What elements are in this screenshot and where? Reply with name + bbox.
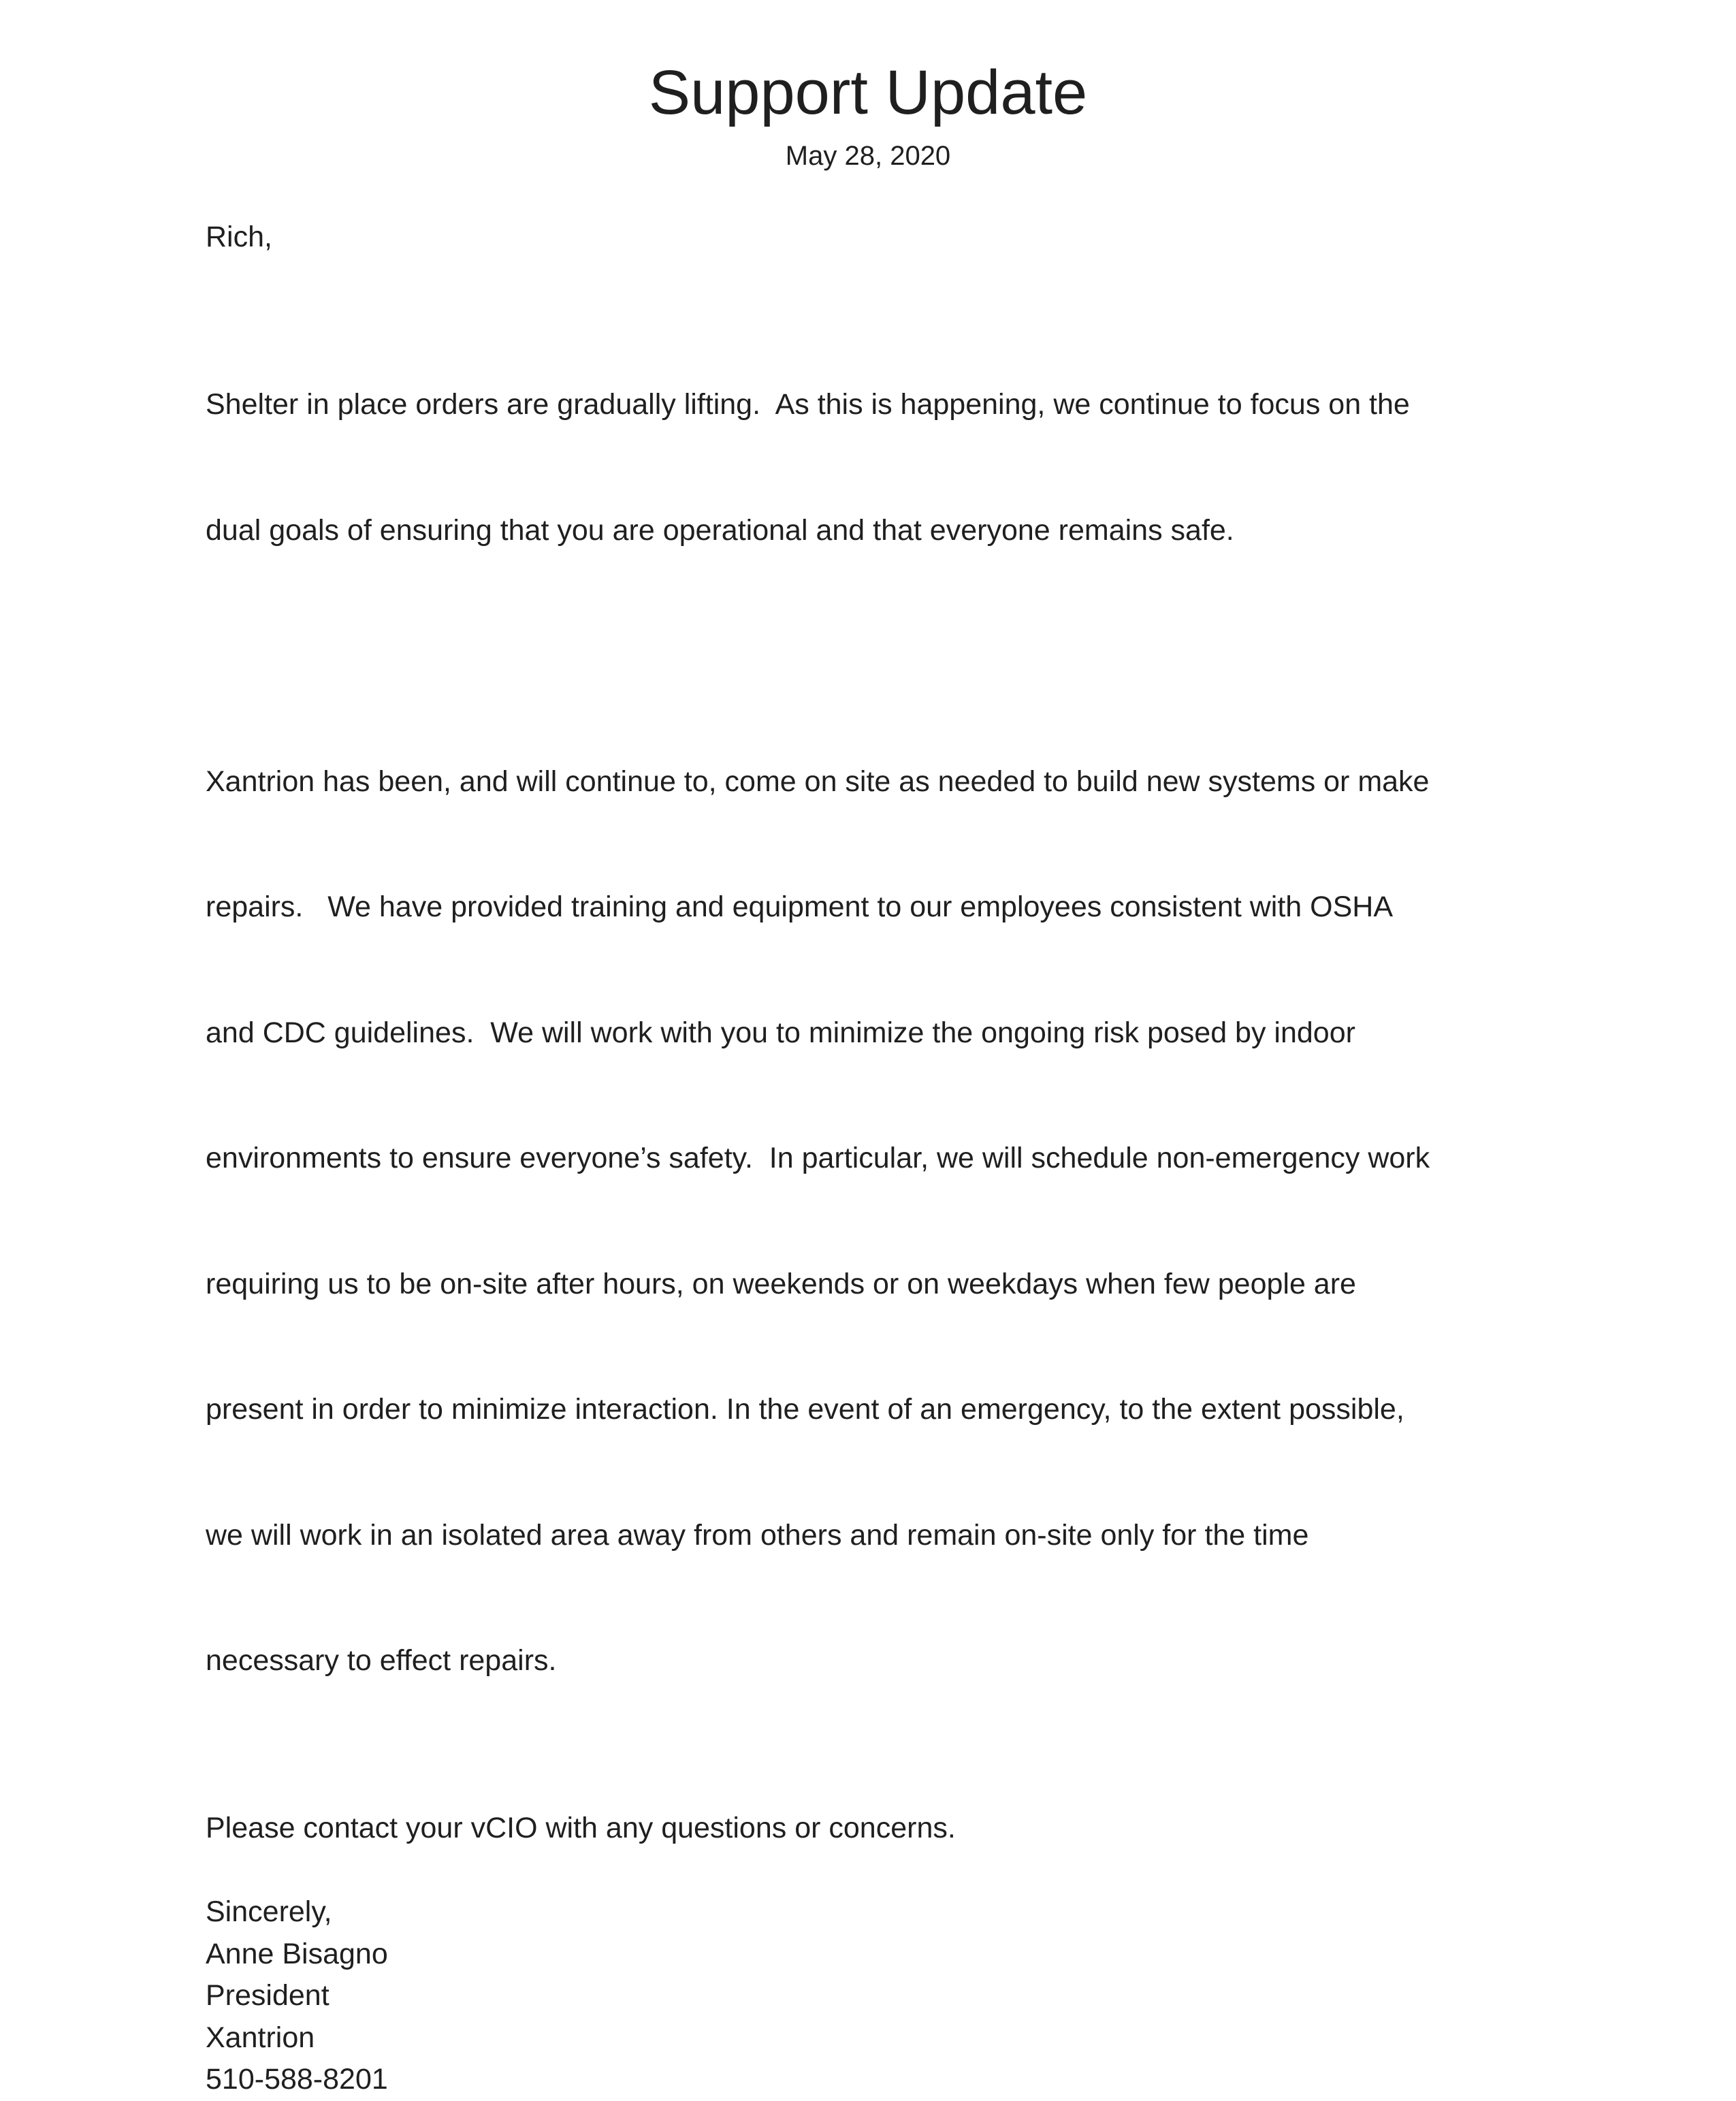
paragraph-1-line: dual goals of ensuring that you are operational and that everyone remains safe. [206, 513, 1234, 547]
letter-date: May 28, 2020 [785, 141, 951, 171]
signer-company: Xantrion [206, 2021, 315, 2054]
page-title: Support Update [648, 58, 1088, 127]
valediction: Sincerely, [206, 1895, 332, 1928]
paragraph-2 [206, 677, 1574, 1766]
paragraph-1-line: Shelter in place orders are gradually lifting. As this is happening, we continue to focus on the [206, 388, 1410, 421]
signer-phone: 510-588-8201 [206, 2063, 388, 2096]
paragraph-2-line: requiring us to be on-site after hours, on weekends or on weekdays when few people are [206, 1267, 1356, 1300]
letter-body [206, 216, 1574, 2101]
signer-role: President [206, 1979, 329, 2012]
paragraph-2-line: present in order to minimize interaction. In the event of an emergency, to the extent possible, [206, 1393, 1404, 1426]
paragraph-2-line: and CDC guidelines. We will work with you to minimize the ongoing risk posed by indoor [206, 1016, 1355, 1049]
paragraph-1 [206, 300, 1574, 635]
salutation: Rich, [206, 221, 272, 253]
paragraph-3: Please contact your vCIO with any questions or concerns. [206, 1812, 956, 1844]
paragraph-2-line: we will work in an isolated area away from others and remain on-site only for the time [206, 1518, 1309, 1552]
paragraph-2-line: Xantrion has been, and will continue to, come on site as needed to build new systems or make [206, 765, 1430, 798]
paragraph-2-line: repairs. We have provided training and equipment to our employees consistent with OSHA [206, 891, 1394, 923]
signer-name: Anne Bisagno [206, 1937, 388, 1970]
letter-header [0, 53, 1736, 174]
signature-block [206, 1891, 1574, 2101]
paragraph-2-line: necessary to effect repairs. [206, 1644, 557, 1677]
paragraph-2-line: environments to ensure everyone’s safety. In particular, we will schedule non-emergency work [206, 1142, 1430, 1174]
